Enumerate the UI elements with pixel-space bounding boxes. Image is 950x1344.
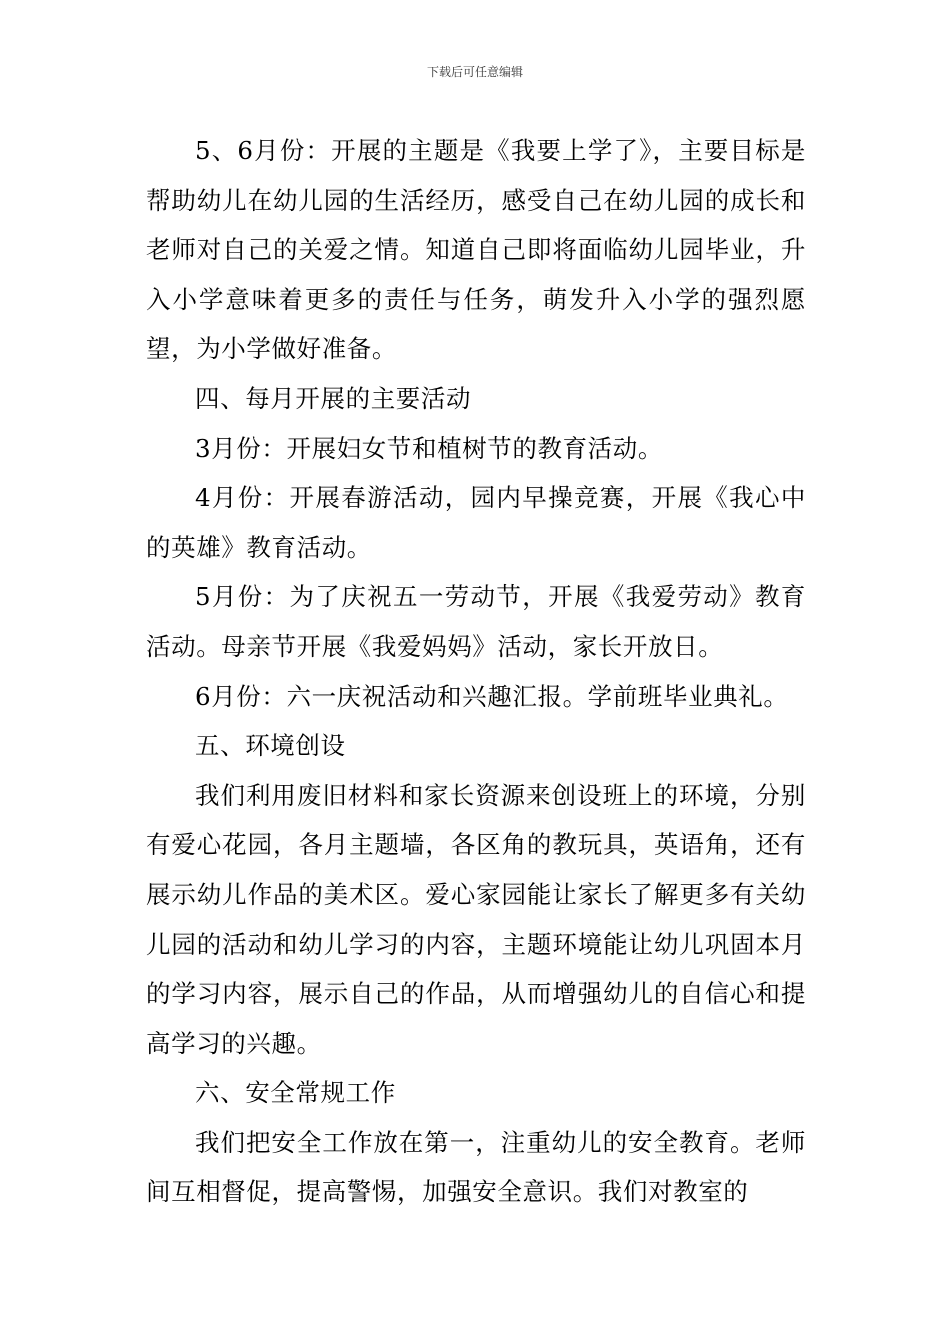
paragraph-safety: 我们把安全工作放在第一，注重幼儿的安全教育。老师间互相督促，提高警惕，加强安全意识。我们对教室的 bbox=[146, 1127, 806, 1207]
paragraph-april: 4月份：开展春游活动，园内早操竞赛，开展《我心中的英雄》教育活动。 bbox=[146, 483, 806, 562]
section-heading-monthly-activities: 四、每月开展的主要活动 bbox=[195, 383, 472, 413]
paragraph-june: 6月份：六一庆祝活动和兴趣汇报。学前班毕业典礼。 bbox=[195, 681, 789, 711]
document-body bbox=[146, 126, 806, 1217]
section-heading-environment: 五、环境创设 bbox=[195, 731, 346, 761]
paragraph-march: 3月份：开展妇女节和植树节的教育活动。 bbox=[195, 433, 663, 463]
page-header: 下载后可任意编辑 bbox=[426, 65, 523, 79]
section-heading-safety: 六、安全常规工作 bbox=[195, 1078, 396, 1108]
paragraph-june-theme: 5、6月份：开展的主题是《我要上学了》，主要目标是帮助幼儿在幼儿园的生活经历，感受自己在幼儿园的成长和老师对自己的关爱之情。知道自己即将面临幼儿园毕业，升入小学意味着更多的责任与任务，萌发升入小学的强烈愿望，为小学做好准备。 bbox=[146, 136, 806, 364]
paragraph-may: 5月份：为了庆祝五一劳动节，开展《我爱劳动》教育活动。母亲节开展《我爱妈妈》活动，家长开放日。 bbox=[146, 582, 806, 661]
paragraph-environment: 我们利用废旧材料和家长资源来创设班上的环境，分别有爱心花园，各月主题墙，各区角的教玩具，英语角，还有展示幼儿作品的美术区。爱心家园能让家长了解更多有关幼儿园的活动和幼儿学习的内容，主题环境能让幼儿巩固本月的学习内容，展示自己的作品，从而增强幼儿的自信心和提高学习的兴趣。 bbox=[146, 780, 806, 1058]
